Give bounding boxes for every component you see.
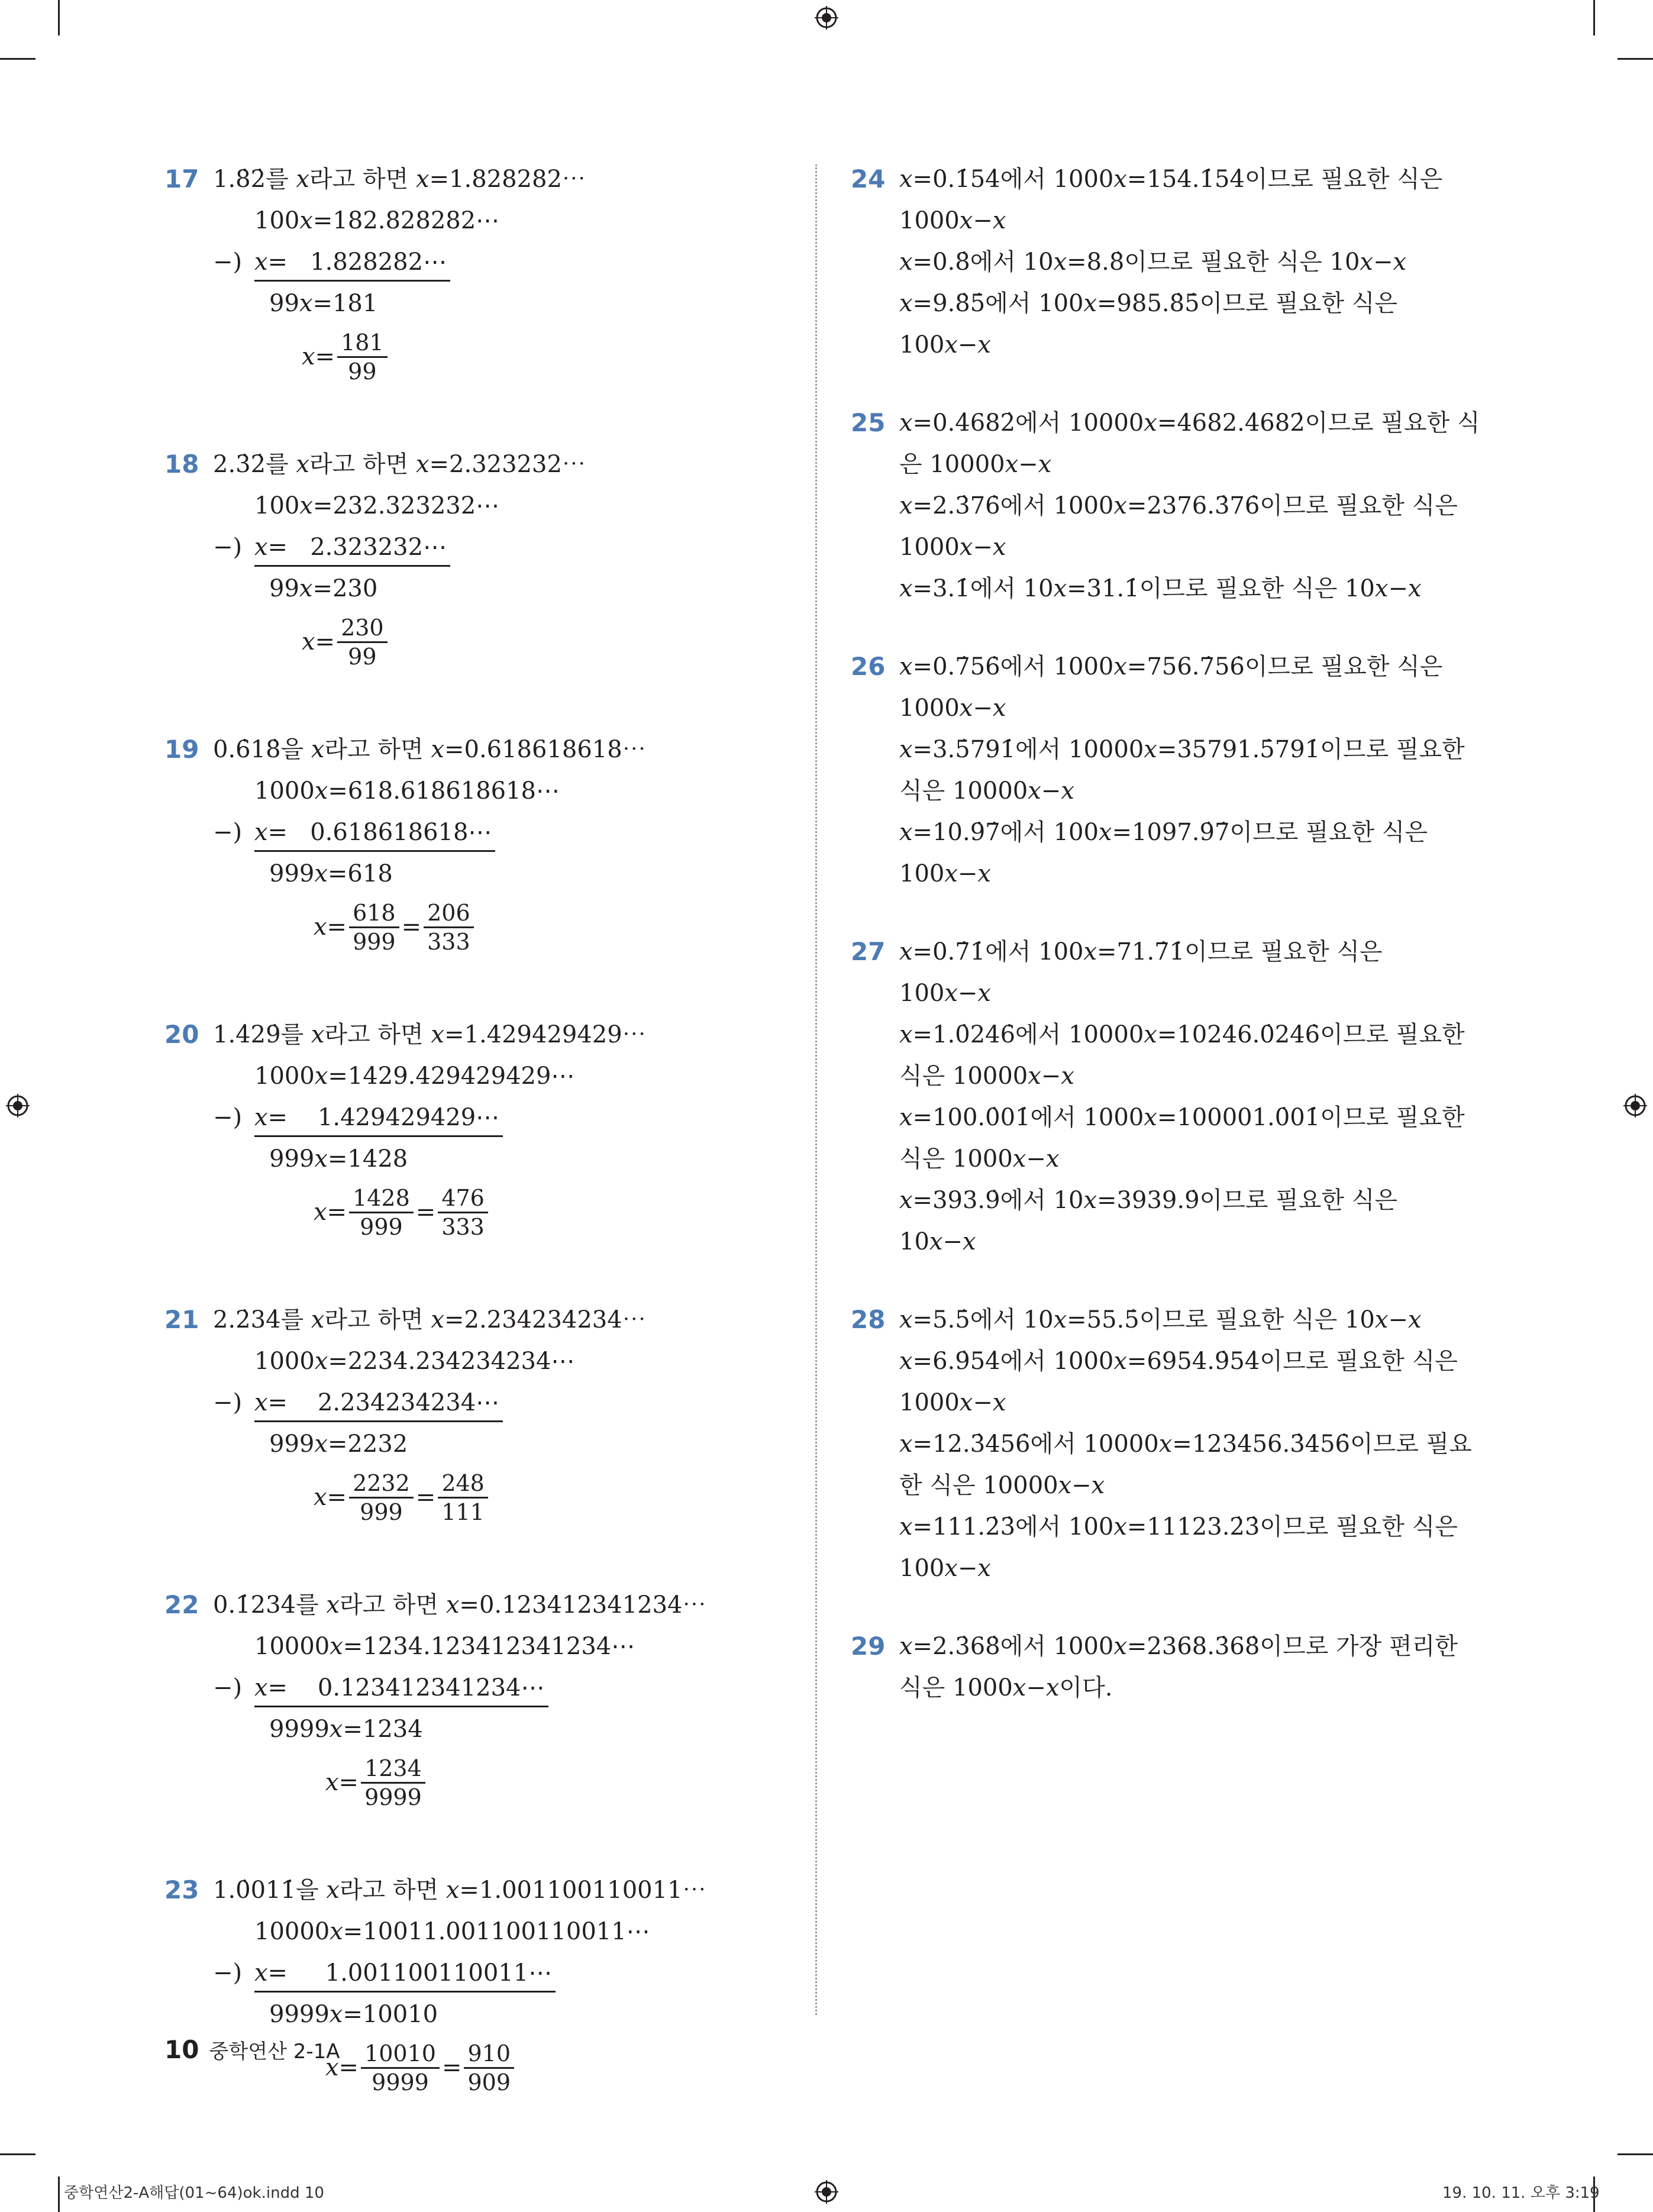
subtraction-row	[213, 812, 821, 853]
denominator: 909	[467, 2069, 511, 2095]
numerator: 618	[349, 899, 399, 928]
solution-line: 𝑥=111.2̇3̇에서 100𝑥=11123.2̇3̇이므로 필요한 식은	[899, 1513, 1458, 1541]
solution-line: 100𝑥−𝑥	[899, 980, 991, 1007]
subtrahend-equation: 𝑥= 0.618618618⋯	[254, 815, 495, 852]
solution-line: 𝑥=6.9̇54̇에서 1000𝑥=6954.9̇54̇이므로 필요한 식은	[899, 1348, 1458, 1375]
simplified-fraction	[438, 1184, 488, 1241]
multiplied-equation: 10000𝑥=1234.123412341234⋯	[254, 1633, 635, 1660]
problem-item	[851, 159, 1507, 366]
fraction-result	[213, 609, 821, 674]
equals-sign: =	[441, 2054, 462, 2081]
problem-number: 20	[164, 1020, 199, 1049]
solution-line: 100𝑥−𝑥	[899, 860, 991, 887]
numerator: 1234	[361, 1755, 425, 1784]
denominator: 99	[348, 643, 377, 670]
problem-number: 19	[164, 735, 199, 764]
equals-sign: =	[401, 913, 422, 941]
intro-line: 1.8̇2̇를 𝑥라고 하면 𝑥=1.828282⋯	[213, 166, 586, 193]
right-column	[851, 159, 1507, 1745]
solution-line: 𝑥=393.9̇에서 10𝑥=3939.9̇이므로 필요한 식은	[899, 1187, 1398, 1214]
fraction	[361, 2040, 440, 2096]
problem-item	[164, 1014, 821, 1245]
multiplied-equation: 1000𝑥=2234.234234234⋯	[254, 1348, 575, 1375]
problem-number: 24	[851, 164, 886, 193]
solution-line: 100𝑥−𝑥	[899, 1555, 991, 1582]
solution-line: 𝑥=3.1̇에서 10𝑥=31.1̇이므로 필요한 식은 10𝑥−𝑥	[899, 575, 1422, 602]
equals-sign: =	[415, 1484, 436, 1511]
registration-mark-icon	[1623, 1094, 1647, 1118]
fraction	[349, 899, 399, 955]
simplified-fraction	[424, 899, 474, 955]
fraction	[337, 614, 388, 670]
difference-equation: 99𝑥=230	[269, 575, 378, 602]
subtraction-row	[213, 1097, 821, 1138]
numerator: 230	[337, 614, 388, 643]
denominator: 999	[360, 1499, 403, 1525]
crop-mark	[0, 58, 35, 60]
solution-line: 식은 1000𝑥−𝑥이다.	[899, 1674, 1113, 1701]
x-equals: 𝑥=	[314, 1484, 347, 1511]
minus-operator: −)	[213, 1959, 243, 1987]
subtrahend-equation: 𝑥= 0.123412341234⋯	[254, 1670, 548, 1707]
numerator: 248	[438, 1470, 488, 1499]
solution-line: 1000𝑥−𝑥	[899, 695, 1006, 722]
solution-line: 식은 1000𝑥−𝑥	[899, 1145, 1060, 1173]
difference-equation: 9999𝑥=10010	[269, 2001, 438, 2028]
problem-item	[851, 931, 1507, 1262]
problem-number: 27	[851, 937, 886, 966]
solution-line: 𝑥=2.3̇68̇에서 1000𝑥=2368.3̇68̇이므로 가장 편리한	[899, 1633, 1458, 1660]
subtraction-row	[213, 1382, 821, 1423]
intro-line: 0.6̇18̇을 𝑥라고 하면 𝑥=0.618618618⋯	[213, 736, 646, 763]
multiplied-equation: 1000𝑥=618.618618618⋯	[254, 777, 560, 805]
problem-number: 23	[164, 1875, 199, 1904]
x-equals: 𝑥=	[325, 1769, 359, 1796]
registration-mark-icon	[6, 1094, 30, 1118]
subtrahend-equation: 𝑥= 1.429429429⋯	[254, 1100, 503, 1137]
minus-operator: −)	[213, 1389, 243, 1416]
denominator: 333	[427, 928, 470, 955]
problem-number: 28	[851, 1305, 886, 1334]
book-title: 중학연산 2-1A	[209, 2040, 340, 2064]
intro-line: 2.2̇34̇를 𝑥라고 하면 𝑥=2.234234234⋯	[213, 1306, 646, 1333]
left-column	[164, 159, 821, 2155]
subtrahend-equation: 𝑥= 1.828282⋯	[254, 244, 450, 282]
solution-line: 𝑥=0.4̇682̇에서 10000𝑥=4682.4̇682̇이므로 필요한 식	[899, 409, 1480, 437]
solution-line: 𝑥=0.1̇54̇에서 1000𝑥=154.1̇54̇이므로 필요한 식은	[899, 166, 1443, 193]
crop-mark	[1593, 0, 1595, 35]
registration-mark-icon	[815, 2180, 838, 2204]
fraction	[349, 1470, 414, 1526]
numerator: 181	[337, 329, 388, 358]
solution-line: 𝑥=1.0̇246̇에서 10000𝑥=10246.0̇246̇이므로 필요한	[899, 1021, 1465, 1048]
minus-operator: −)	[213, 1104, 243, 1131]
solution-line: 𝑥=0.8̇에서 10𝑥=8.8̇이므로 필요한 식은 10𝑥−𝑥	[899, 248, 1407, 276]
solution-line: 𝑥=2.3̇76̇에서 1000𝑥=2376.3̇76̇이므로 필요한 식은	[899, 492, 1458, 519]
problem-number: 26	[851, 652, 886, 681]
x-equals: 𝑥=	[314, 913, 347, 941]
problem-item	[164, 729, 821, 960]
crop-mark	[1618, 58, 1653, 60]
solution-line: 한 식은 10000𝑥−𝑥	[899, 1472, 1105, 1499]
problem-number: 29	[851, 1632, 886, 1661]
crop-mark	[1618, 2153, 1653, 2155]
denominator: 999	[353, 928, 396, 955]
minus-operator: −)	[213, 819, 243, 846]
problem-item	[851, 1299, 1507, 1589]
x-equals: 𝑥=	[302, 343, 335, 370]
problem-item	[164, 1299, 821, 1530]
solution-line: 𝑥=5.5̇에서 10𝑥=55.5̇이므로 필요한 식은 10𝑥−𝑥	[899, 1306, 1422, 1333]
multiplied-equation: 10000𝑥=10011.001100110011⋯	[254, 1918, 650, 1945]
numerator: 1428	[349, 1184, 414, 1213]
fraction	[337, 329, 388, 385]
difference-equation: 9999𝑥=1234	[269, 1716, 423, 1743]
subtrahend-equation: 𝑥= 2.234234234⋯	[254, 1385, 503, 1422]
subtraction-row	[213, 527, 821, 568]
intro-line: 2.3̇2̇를 𝑥라고 하면 𝑥=2.323232⋯	[213, 451, 586, 478]
x-equals: 𝑥=	[314, 1199, 347, 1226]
minus-operator: −)	[213, 248, 243, 276]
fraction	[361, 1755, 425, 1811]
minus-operator: −)	[213, 534, 243, 561]
problem-number: 17	[164, 164, 199, 193]
difference-equation: 999𝑥=618	[269, 860, 393, 887]
subtraction-row	[213, 1667, 821, 1709]
solution-line: 𝑥=100.0̇01̇에서 1000𝑥=100001.0̇01̇이므로 필요한	[899, 1104, 1465, 1131]
simplified-fraction	[438, 1470, 488, 1526]
page-number: 10	[164, 2035, 199, 2064]
crop-mark	[58, 0, 60, 35]
registration-mark-icon	[815, 6, 838, 30]
solution-line: 𝑥=9.8̇5̇에서 100𝑥=985.8̇5̇이므로 필요한 식은	[899, 290, 1398, 317]
solution-line: 𝑥=10.9̇7̇에서 100𝑥=1097.9̇7̇이므로 필요한 식은	[899, 819, 1428, 846]
fraction-result	[213, 895, 821, 960]
subtraction-row	[213, 241, 821, 283]
denominator: 999	[360, 1213, 403, 1240]
simplified-fraction	[464, 2040, 514, 2096]
fraction-result	[213, 1465, 821, 1530]
problem-item	[164, 159, 821, 389]
denominator: 111	[441, 1499, 485, 1525]
problem-item	[851, 402, 1507, 609]
slug-file: 중학연산2-A해답(01~64)ok.indd 10	[64, 2184, 324, 2202]
intro-line: 1.0̇011̇을 𝑥라고 하면 𝑥=1.001100110011⋯	[213, 1877, 706, 1904]
problem-number: 21	[164, 1305, 199, 1334]
denominator: 333	[441, 1213, 485, 1240]
multiplied-equation: 100𝑥=182.828282⋯	[254, 207, 500, 234]
problem-number: 25	[851, 408, 886, 437]
problem-number: 18	[164, 450, 199, 479]
intro-line: 1.4̇29̇를 𝑥라고 하면 𝑥=1.429429429⋯	[213, 1021, 646, 1048]
fraction-result	[213, 1180, 821, 1245]
difference-equation: 999𝑥=2232	[269, 1430, 408, 1458]
solution-line: 𝑥=12.3̇456̇에서 10000𝑥=123456.3̇456̇이므로 필요	[899, 1430, 1472, 1458]
numerator: 206	[424, 899, 474, 928]
problem-item	[851, 646, 1507, 895]
minus-operator: −)	[213, 1674, 243, 1701]
denominator: 9999	[364, 1784, 422, 1810]
intro-line: 0.1̇234̇를 𝑥라고 하면 𝑥=0.123412341234⋯	[213, 1591, 706, 1619]
fraction	[349, 1184, 414, 1241]
difference-equation: 999𝑥=1428	[269, 1145, 408, 1173]
numerator: 2232	[349, 1470, 414, 1499]
fraction-result	[213, 1750, 821, 1815]
solution-line: 10𝑥−𝑥	[899, 1228, 976, 1255]
numerator: 910	[464, 2040, 514, 2069]
subtrahend-equation: 𝑥= 2.323232⋯	[254, 529, 450, 567]
solution-line: 𝑥=0.7̇1̇에서 100𝑥=71.7̇1̇이므로 필요한 식은	[899, 938, 1383, 965]
problem-item	[164, 1584, 821, 1815]
numerator: 476	[438, 1184, 488, 1213]
solution-line: 은 10000𝑥−𝑥	[899, 451, 1052, 478]
fraction-result	[213, 324, 821, 389]
x-equals: 𝑥=	[302, 628, 335, 655]
problem-item	[851, 1626, 1507, 1709]
slug-date: 19. 10. 11. 오후 3:19	[1442, 2184, 1600, 2202]
subtraction-row	[213, 1952, 821, 1994]
solution-line: 식은 10000𝑥−𝑥	[899, 1063, 1074, 1090]
problem-item	[164, 1869, 821, 2100]
multiplied-equation: 100𝑥=232.323232⋯	[254, 492, 500, 519]
crop-mark	[58, 2177, 60, 2212]
problem-item	[164, 444, 821, 674]
equals-sign: =	[415, 1199, 436, 1226]
x-equals: 𝑥=	[325, 2054, 359, 2081]
solution-line: 𝑥=3.5̇791̇에서 10000𝑥=35791.5̇791̇이므로 필요한	[899, 736, 1465, 763]
multiplied-equation: 1000𝑥=1429.429429429⋯	[254, 1063, 575, 1090]
solution-line: 𝑥=0.7̇56̇에서 1000𝑥=756.7̇56̇이므로 필요한 식은	[899, 653, 1443, 680]
problem-number: 22	[164, 1590, 199, 1619]
solution-line: 식은 10000𝑥−𝑥	[899, 777, 1074, 805]
denominator: 99	[348, 358, 377, 385]
denominator: 9999	[372, 2069, 429, 2095]
solution-line: 1000𝑥−𝑥	[899, 1389, 1006, 1416]
solution-line: 100𝑥−𝑥	[899, 331, 991, 359]
difference-equation: 99𝑥=181	[269, 290, 378, 317]
page-footer	[164, 2035, 340, 2064]
solution-line: 1000𝑥−𝑥	[899, 534, 1006, 561]
crop-mark	[0, 2153, 35, 2155]
subtrahend-equation: 𝑥= 1.001100110011⋯	[254, 1955, 556, 1993]
solution-line: 1000𝑥−𝑥	[899, 207, 1006, 234]
numerator: 10010	[361, 2040, 440, 2069]
